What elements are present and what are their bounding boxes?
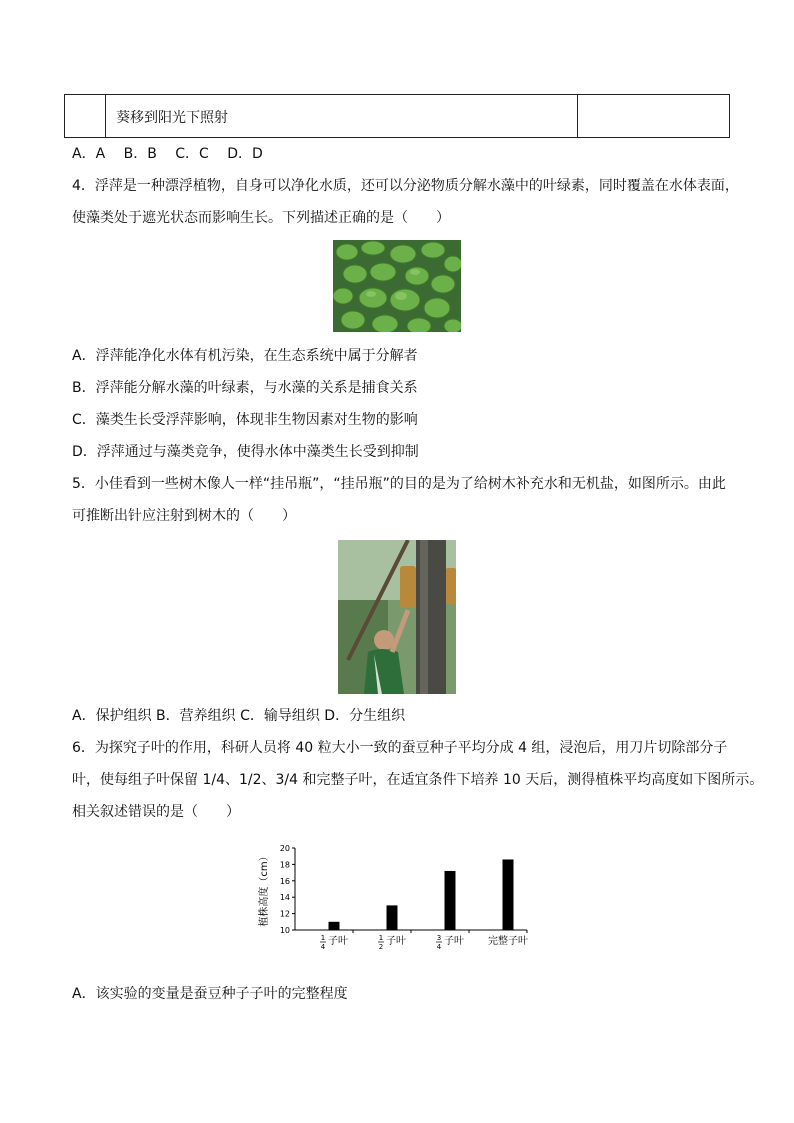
fraction-denominator: 4 — [436, 943, 442, 951]
fraction-numerator: 1 — [320, 934, 326, 942]
bar — [503, 859, 514, 930]
q4-option-a: A．浮萍能净化水体有机污染，在生态系统中属于分解者 — [72, 348, 418, 364]
q4-option-c: C．藻类生长受浮萍影响，体现非生物因素对生物的影响 — [72, 412, 418, 428]
y-tick-label: 12 — [279, 909, 290, 919]
fraction-numerator: 1 — [378, 934, 384, 942]
q6-option-a: A．该实验的变量是蚕豆种子子叶的完整程度 — [72, 986, 348, 1002]
answer-table — [64, 94, 730, 138]
x-tick-label — [436, 934, 464, 951]
duckweed-illustration — [333, 240, 461, 332]
q3-options: A．A B．B C．C D．D — [72, 146, 263, 162]
x-tick-label — [378, 934, 406, 951]
x-tick-label — [320, 934, 348, 951]
y-tick-label: 18 — [279, 860, 290, 870]
y-tick-label: 10 — [279, 926, 290, 935]
q4-option-d: D．浮萍通过与藻类竞争，使得水体中藻类生长受到抑制 — [72, 444, 419, 460]
bar — [329, 922, 340, 930]
y-tick-label: 20 — [279, 844, 290, 853]
q5-stem-line1: 5．小佳看到一些树木像人一样“挂吊瓶”，“挂吊瓶”的目的是为了给树木补充水和无机盐，如图所示。由此 — [72, 476, 726, 492]
category-suffix: 子叶 — [328, 936, 348, 947]
x-tick-label: 完整子叶 — [488, 936, 528, 947]
q6-stem-line3: 相关叙述错误的是（ ） — [72, 804, 240, 820]
fraction-numerator: 3 — [436, 934, 442, 942]
y-tick-label: 16 — [279, 876, 290, 886]
q4-stem-line2: 使藻类处于遮光状态而影响生长。下列描述正确的是（ ） — [72, 210, 450, 226]
q6-stem-line1: 6．为探究子叶的作用，科研人员将 40 粒大小一致的蚕豆种子平均分成 4 组，浸泡后，用刀片切除部分子 — [72, 740, 728, 756]
y-tick-label: 14 — [279, 893, 290, 903]
y-axis-label: 植株高度（cm） — [259, 851, 270, 927]
fraction-denominator: 4 — [320, 943, 326, 951]
table-cell-index — [65, 95, 106, 137]
fraction-denominator: 2 — [378, 943, 384, 951]
category-suffix: 子叶 — [386, 936, 406, 947]
category-suffix: 子叶 — [444, 936, 464, 947]
q4-stem-line1: 4．浮萍是一种漂浮植物，自身可以净化水质，还可以分泌物质分解水藻中的叶绿素，同时覆盖在水体表面， — [72, 178, 739, 194]
duckweed-photo — [333, 240, 461, 332]
bar — [445, 871, 456, 930]
table-row-text: 葵移到阳光下照射 — [116, 110, 228, 126]
q5-options: A．保护组织 B．营养组织 C．输导组织 D．分生组织 — [72, 708, 406, 724]
q5-stem-line2: 可推断出针应注射到树木的（ ） — [72, 508, 296, 524]
bar — [387, 905, 398, 930]
plant-height-bar-chart — [255, 840, 535, 958]
q6-stem-line2: 叶，使每组子叶保留 1/4、1/2、3/4 和完整子叶，在适宜条件下培养 10 天后，测得植株平均高度如下图所示。 — [72, 772, 764, 788]
tree-iv-photo — [338, 540, 456, 694]
table-cell-content — [106, 95, 578, 137]
q4-option-b: B．浮萍能分解水藻的叶绿素，与水藻的关系是捕食关系 — [72, 380, 418, 396]
tree-iv-illustration — [338, 540, 456, 694]
